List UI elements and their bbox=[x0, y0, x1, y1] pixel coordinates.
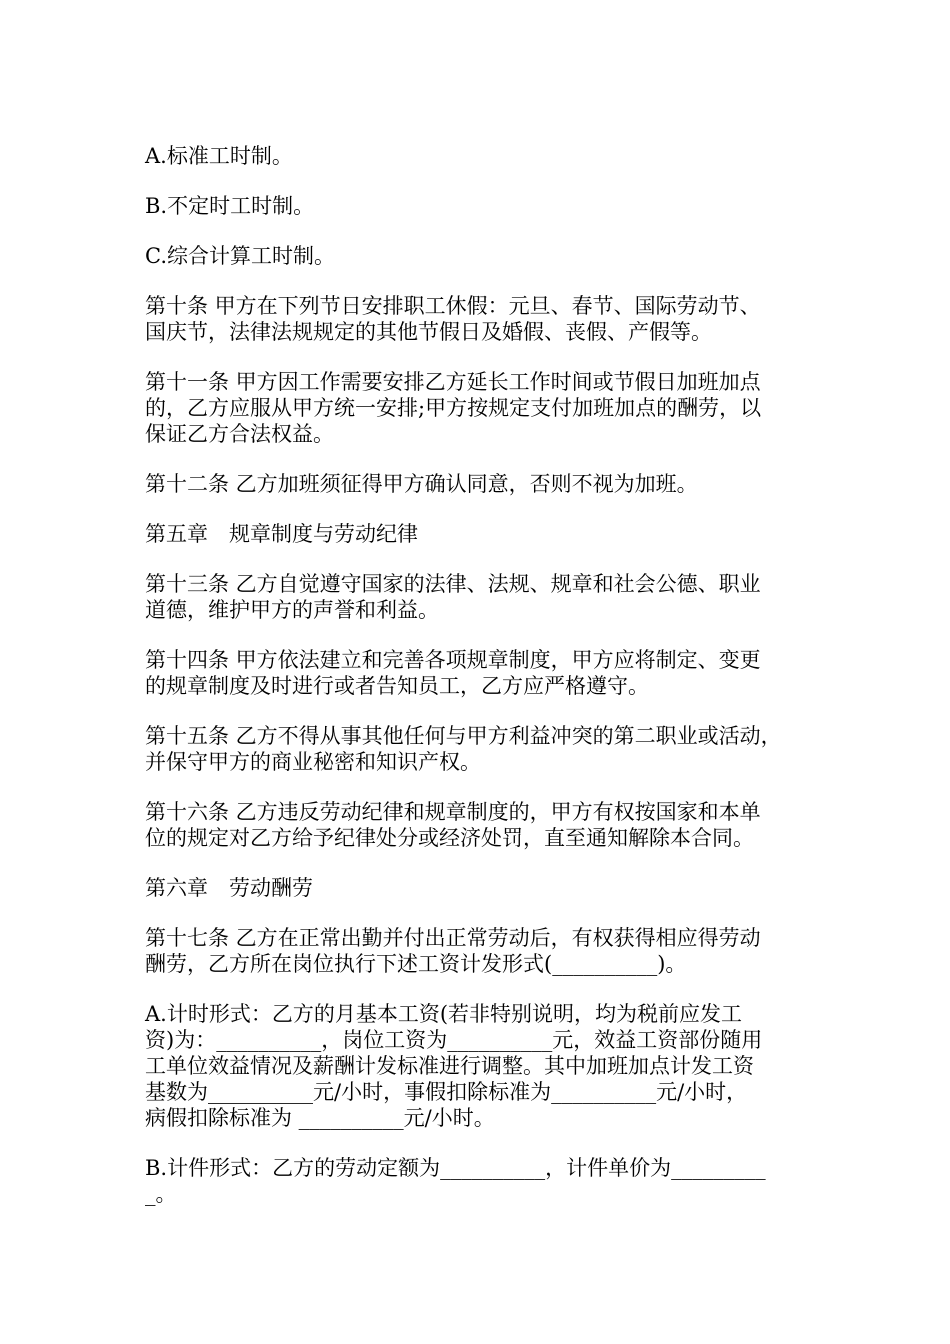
paragraph-line: C.综合计算工时制。 bbox=[145, 244, 335, 268]
paragraph-line: 基数为__________元/小时，事假扣除标准为__________元/小时， bbox=[145, 1080, 748, 1104]
paragraph-line: 第十六条 乙方违反劳动纪律和规章制度的，甲方有权按国家和本单 bbox=[145, 800, 761, 824]
paragraph-line: 工单位效益情况及薪酬计发标准进行调整。其中加班加点计发工资 bbox=[145, 1054, 754, 1078]
document-paragraph bbox=[145, 193, 821, 219]
paragraph-line: A.计时形式：乙方的月基本工资(若非特别说明，均为税前应发工 bbox=[145, 1002, 743, 1026]
document-paragraph bbox=[145, 1001, 821, 1131]
document-paragraph bbox=[145, 471, 821, 497]
paragraph-line: 第六章 劳动酬劳 bbox=[145, 876, 313, 900]
document-paragraph bbox=[145, 1155, 821, 1207]
paragraph-line: 的，乙方应服从甲方统一安排;甲方按规定支付加班加点的酬劳，以 bbox=[145, 396, 762, 420]
document-paragraph bbox=[145, 243, 821, 269]
document-paragraph bbox=[145, 875, 821, 901]
paragraph-line: 第十七条 乙方在正常出勤并付出正常劳动后，有权获得相应得劳动 bbox=[145, 926, 761, 950]
paragraph-line: B.计件形式：乙方的劳动定额为__________，计件单价为_________ bbox=[145, 1156, 766, 1180]
paragraph-line: 资)为：__________，岗位工资为__________元，效益工资部份随用 bbox=[145, 1028, 763, 1052]
document-body bbox=[145, 143, 821, 1231]
paragraph-line: 的规章制度及时进行或者告知员工，乙方应严格遵守。 bbox=[145, 674, 649, 698]
document-paragraph bbox=[145, 799, 821, 851]
paragraph-line: _。 bbox=[145, 1182, 177, 1206]
paragraph-line: 国庆节，法律法规规定的其他节假日及婚假、丧假、产假等。 bbox=[145, 320, 712, 344]
paragraph-line: 第十三条 乙方自觉遵守国家的法律、法规、规章和社会公德、职业 bbox=[145, 572, 761, 596]
paragraph-line: 第五章 规章制度与劳动纪律 bbox=[145, 522, 418, 546]
document-paragraph bbox=[145, 369, 821, 447]
paragraph-line: 位的规定对乙方给予纪律处分或经济处罚，直至通知解除本合同。 bbox=[145, 826, 754, 850]
document-paragraph bbox=[145, 521, 821, 547]
paragraph-line: 第十四条 甲方依法建立和完善各项规章制度，甲方应将制定、变更 bbox=[145, 648, 761, 672]
paragraph-line: A.标准工时制。 bbox=[145, 144, 293, 168]
document-paragraph bbox=[145, 723, 821, 775]
paragraph-line: B.不定时工时制。 bbox=[145, 194, 315, 218]
paragraph-line: 第十五条 乙方不得从事其他任何与甲方利益冲突的第二职业或活动， bbox=[145, 724, 782, 748]
paragraph-line: 第十二条 乙方加班须征得甲方确认同意，否则不视为加班。 bbox=[145, 472, 698, 496]
paragraph-line: 病假扣除标准为 __________元/小时。 bbox=[145, 1106, 495, 1130]
document-paragraph bbox=[145, 143, 821, 169]
paragraph-line: 保证乙方合法权益。 bbox=[145, 422, 334, 446]
document-paragraph bbox=[145, 925, 821, 977]
paragraph-line: 第十条 甲方在下列节日安排职工休假：元旦、春节、国际劳动节、 bbox=[145, 294, 761, 318]
document-paragraph bbox=[145, 647, 821, 699]
paragraph-line: 并保守甲方的商业秘密和知识产权。 bbox=[145, 750, 481, 774]
paragraph-line: 酬劳，乙方所在岗位执行下述工资计发形式(__________)。 bbox=[145, 952, 687, 976]
paragraph-line: 道德，维护甲方的声誉和利益。 bbox=[145, 598, 439, 622]
paragraph-line: 第十一条 甲方因工作需要安排乙方延长工作时间或节假日加班加点 bbox=[145, 370, 761, 394]
document-paragraph bbox=[145, 293, 821, 345]
document-paragraph bbox=[145, 571, 821, 623]
